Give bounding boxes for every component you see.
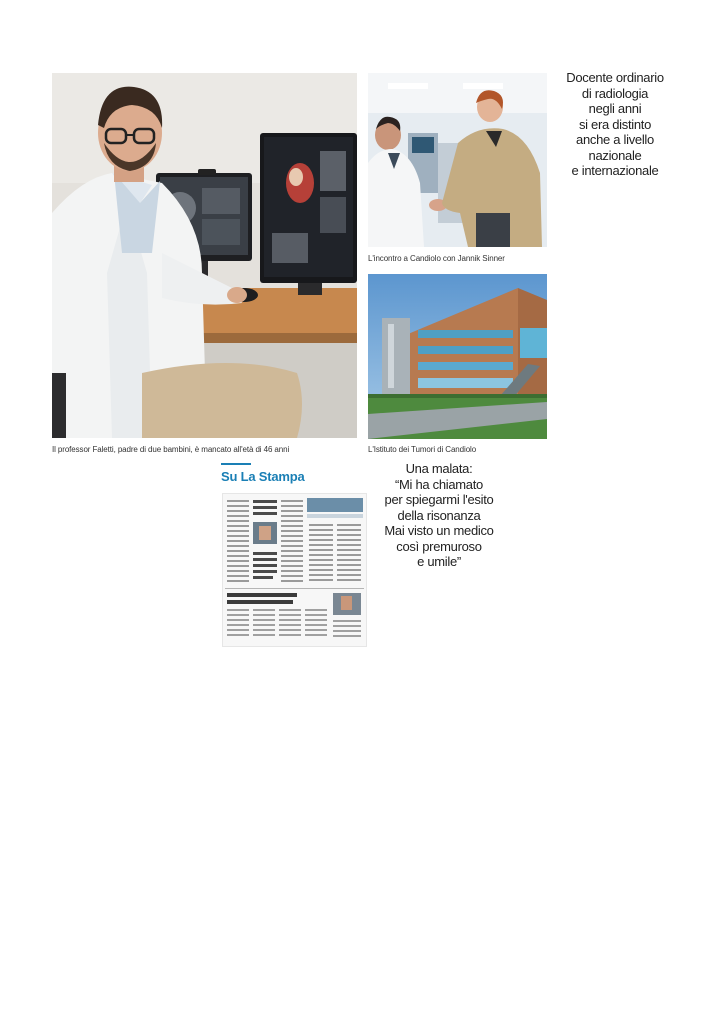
patient-quote <box>372 461 506 570</box>
pull-quote-line: negli anni <box>588 101 642 116</box>
pull-quote-line: anche a livello <box>576 132 654 147</box>
caption-building-photo: L'Istituto dei Tumori di Candiolo <box>368 445 477 454</box>
pull-quote-docente <box>553 70 677 179</box>
photo-meeting-sinner <box>368 73 547 247</box>
caption-meeting-photo: L'incontro a Candiolo con Jannik Sinner <box>368 254 505 263</box>
patient-quote-line: e umile” <box>417 554 461 569</box>
photo-professor-workstation <box>52 73 357 438</box>
patient-quote-line: per spiegarmi l'esito <box>384 492 494 507</box>
pull-quote-line: Docente ordinario <box>566 70 664 85</box>
pull-quote-line: si era distinto <box>578 116 652 132</box>
pull-quote-line: di radiologia <box>581 85 649 101</box>
stampa-accent-rule <box>221 463 251 465</box>
patient-quote-line: così premuroso <box>396 538 482 554</box>
photo-istituto-building <box>368 274 547 439</box>
caption-main-photo: Il professor Faletti, padre di due bambini, è mancato all'età di 46 anni <box>52 445 290 454</box>
patient-quote-line: della risonanza <box>397 507 481 523</box>
patient-quote-line: Mai visto un medico <box>384 523 494 538</box>
pull-quote-line: nazionale <box>588 147 642 163</box>
stampa-section-title: Su La Stampa <box>221 469 305 484</box>
newspaper-clipping-thumbnail <box>222 493 367 647</box>
patient-quote-line: Una malata: <box>405 461 473 476</box>
patient-quote-line: “Mi ha chiamato <box>395 476 483 492</box>
pull-quote-line: e internazionale <box>571 163 659 178</box>
